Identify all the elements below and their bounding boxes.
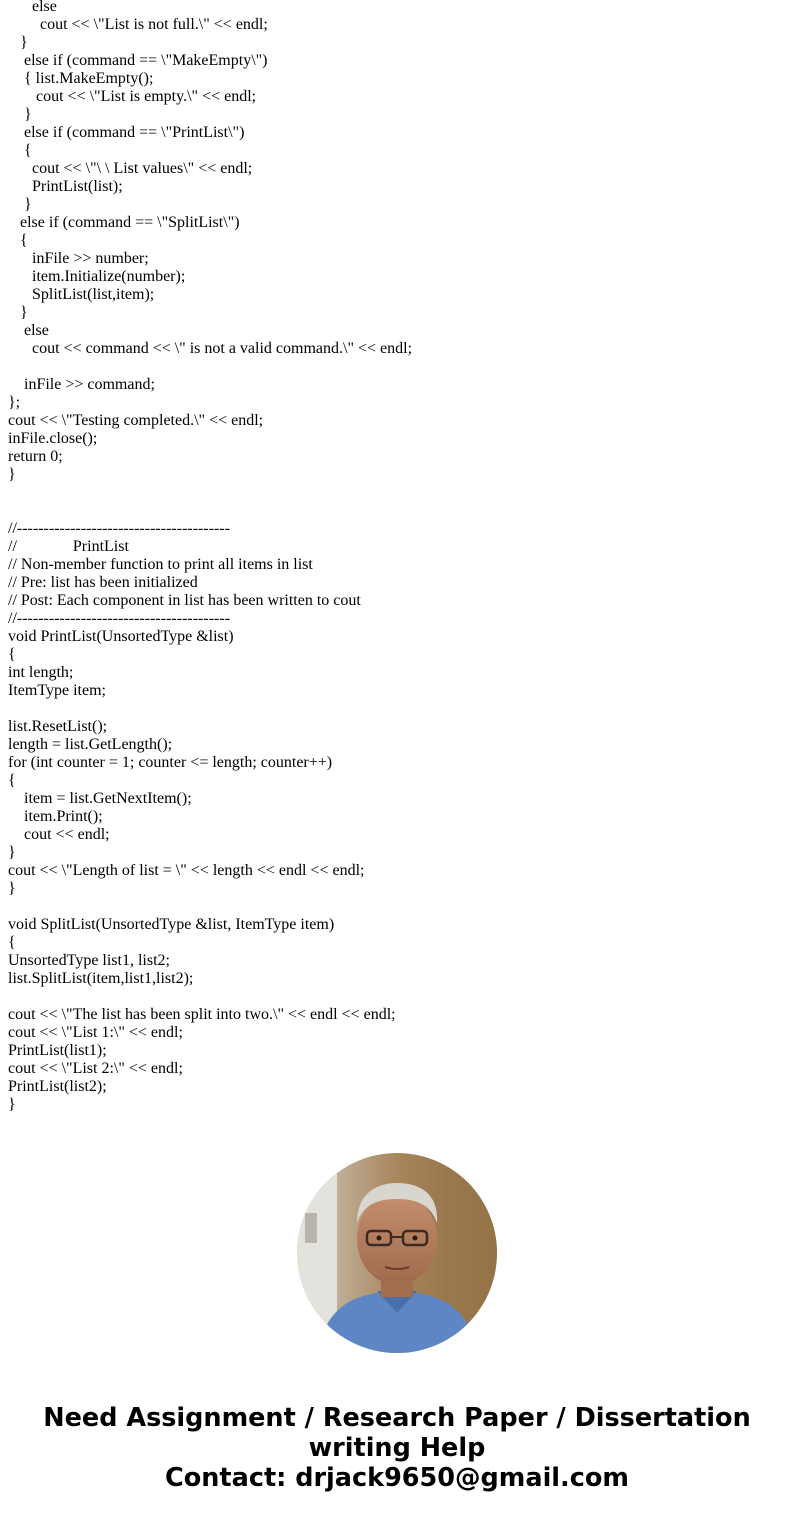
code-line: inFile.close(); <box>8 430 98 447</box>
code-line: item.Print(); <box>8 808 103 825</box>
code-line: } <box>8 880 16 897</box>
code-line: cout << \"Testing completed.\" << endl; <box>8 412 264 429</box>
code-line: } <box>8 34 28 51</box>
code-line: for (int counter = 1; counter <= length; counter++) <box>8 754 333 771</box>
code-line: } <box>8 1096 16 1113</box>
contact-banner <box>0 1403 794 1493</box>
code-line: { list.MakeEmpty(); <box>8 70 154 87</box>
code-line: cout << \"List 1:\" << endl; <box>8 1024 183 1041</box>
code-line: cout << \"Length of list = \" << length << endl << endl; <box>8 862 365 879</box>
code-line: } <box>8 304 28 321</box>
code-line: else <box>8 0 57 15</box>
code-line: //---------------------------------------- <box>8 520 231 537</box>
author-photo <box>297 1153 497 1353</box>
code-line: cout << \"\ \ List values\" << endl; <box>8 160 253 177</box>
code-line: else if (command == \"SplitList\") <box>8 214 240 231</box>
code-line <box>8 484 788 502</box>
code-line: else if (command == \"PrintList\") <box>8 124 245 141</box>
code-line: UnsortedType list1, list2; <box>8 952 170 969</box>
code-line: return 0; <box>8 448 63 465</box>
code-line: //---------------------------------------- <box>8 610 231 627</box>
code-line: ItemType item; <box>8 682 106 699</box>
code-line: } <box>8 196 32 213</box>
code-line: PrintList(list); <box>8 178 123 195</box>
code-line: // Pre: list has been initialized <box>8 574 198 591</box>
code-line: }; <box>8 394 21 411</box>
code-listing <box>8 0 788 1114</box>
code-line <box>8 988 788 1006</box>
code-line <box>8 700 788 718</box>
code-line: list.SplitList(item,list1,list2); <box>8 970 194 987</box>
code-line: } <box>8 106 32 123</box>
code-line: else <box>8 322 49 339</box>
banner-line-1: Need Assignment / Research Paper / Dissertation <box>43 1403 751 1433</box>
code-line: list.ResetList(); <box>8 718 108 735</box>
code-line: PrintList(list2); <box>8 1078 107 1095</box>
code-line: { <box>8 646 16 663</box>
code-line: inFile >> number; <box>8 250 149 267</box>
code-line: { <box>8 934 16 951</box>
code-line: cout << command << \" is not a valid command.\" << endl; <box>8 340 413 357</box>
code-line: void SplitList(UnsortedType &list, ItemType item) <box>8 916 335 933</box>
code-line: cout << \"List is not full.\" << endl; <box>8 16 268 33</box>
code-line: item.Initialize(number); <box>8 268 186 285</box>
code-line: void PrintList(UnsortedType &list) <box>8 628 234 645</box>
code-line: { <box>8 772 16 789</box>
code-line: item = list.GetNextItem(); <box>8 790 192 807</box>
code-line: // PrintList <box>8 538 129 555</box>
code-line: } <box>8 466 16 483</box>
code-line: cout << \"List 2:\" << endl; <box>8 1060 183 1077</box>
code-line: int length; <box>8 664 74 681</box>
code-line: // Post: Each component in list has been written to cout <box>8 592 361 609</box>
code-line: { <box>8 232 28 249</box>
code-line: SplitList(list,item); <box>8 286 155 303</box>
code-line <box>8 358 788 376</box>
code-line: PrintList(list1); <box>8 1042 107 1059</box>
code-line <box>8 502 788 520</box>
code-line: inFile >> command; <box>8 376 155 393</box>
code-line: else if (command == \"MakeEmpty\") <box>8 52 268 69</box>
code-line: cout << endl; <box>8 826 110 843</box>
code-line: // Non-member function to print all items in list <box>8 556 313 573</box>
code-line: length = list.GetLength(); <box>8 736 173 753</box>
code-line: cout << \"List is empty.\" << endl; <box>8 88 257 105</box>
code-line: { <box>8 142 32 159</box>
code-line <box>8 898 788 916</box>
banner-contact-line: Contact: drjack9650@gmail.com <box>165 1463 629 1493</box>
code-line: } <box>8 844 16 861</box>
code-line: cout << \"The list has been split into two.\" << endl << endl; <box>8 1006 396 1023</box>
banner-line-2: writing Help <box>308 1433 486 1463</box>
